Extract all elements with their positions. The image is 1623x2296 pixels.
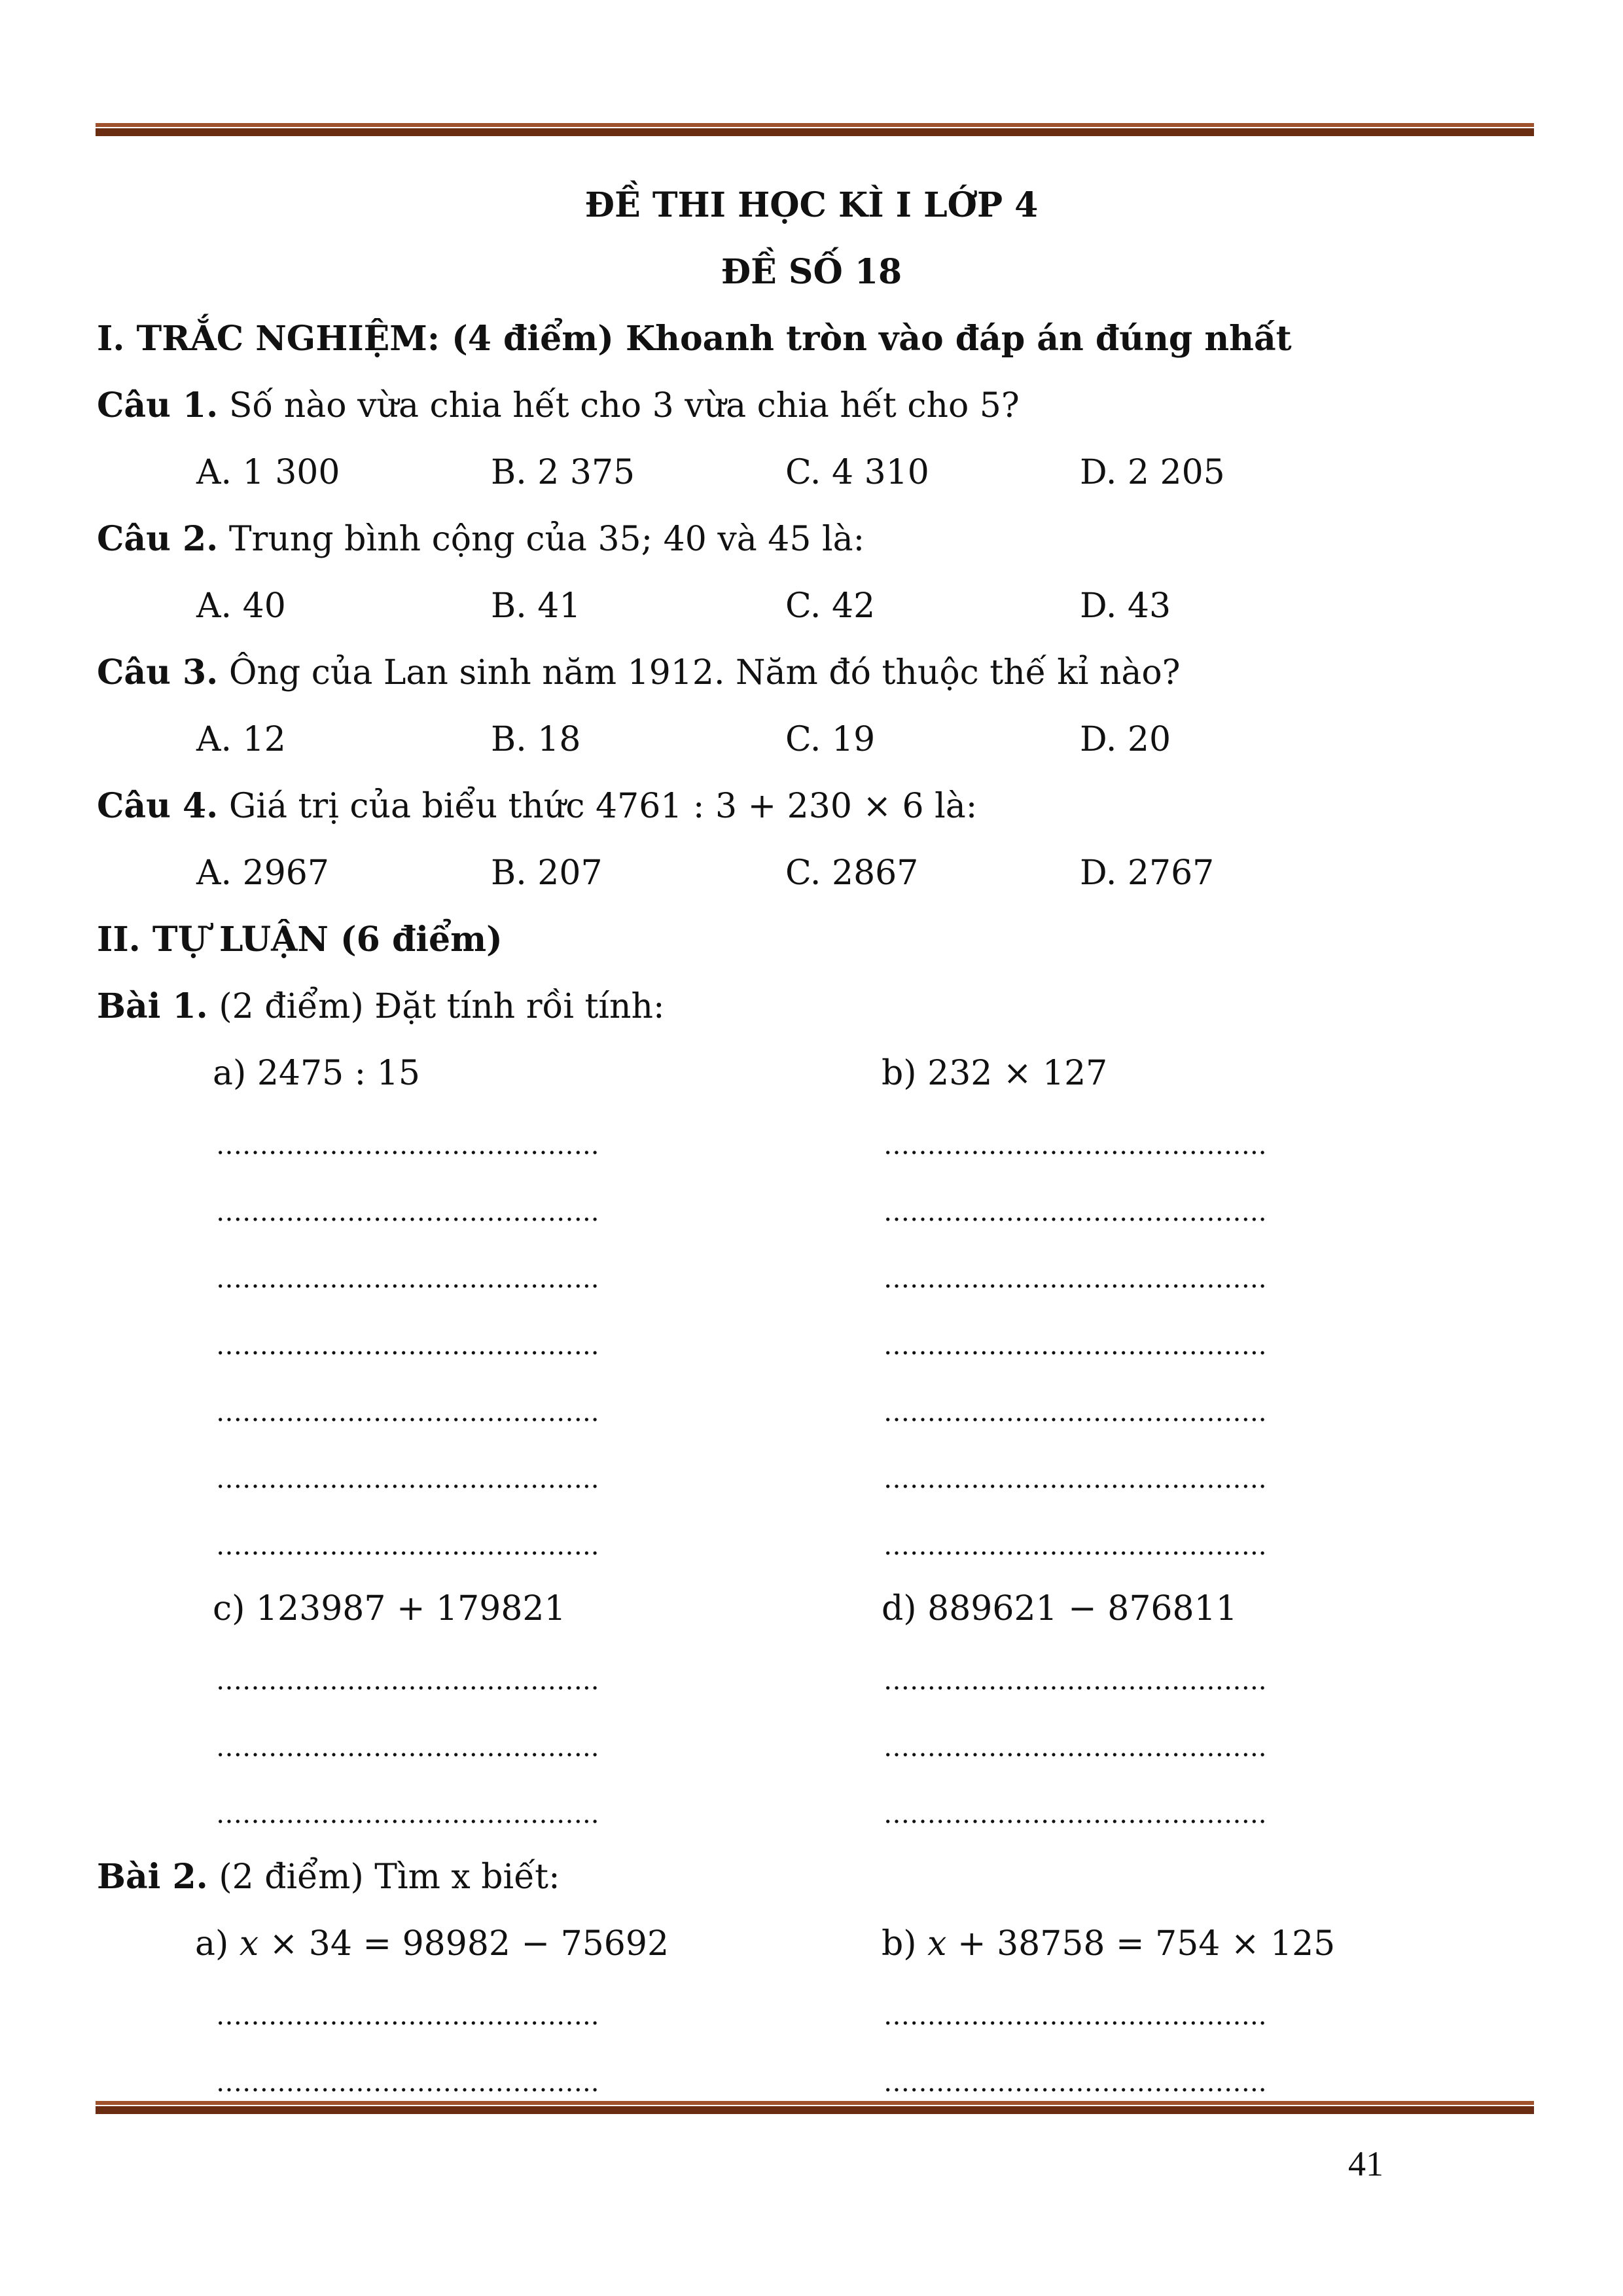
question-1 xyxy=(97,386,1020,425)
header-rule xyxy=(96,123,1534,137)
exercise-text: (2 điểm) Đặt tính rồi tính: xyxy=(219,987,665,1026)
section2-heading: II. TỰ LUẬN (6 điểm) xyxy=(97,920,503,960)
answer-line[interactable]: …………………………………….. xyxy=(216,2070,599,2096)
answer-line[interactable]: …………………………………….. xyxy=(216,1533,599,1559)
answer-line[interactable]: …………………………………….. xyxy=(883,1399,1267,1426)
answer-line[interactable]: …………………………………….. xyxy=(216,1466,599,1492)
answer-line[interactable]: …………………………………….. xyxy=(216,1199,599,1225)
bai-1 xyxy=(97,986,665,1026)
bai1-part-d: d) 889621 − 876811 xyxy=(882,1589,1238,1628)
exercise-label: Bài 1. xyxy=(97,986,208,1026)
page-subtitle: ĐỀ SỐ 18 xyxy=(721,252,902,292)
answer-line[interactable]: …………………………………….. xyxy=(216,1668,599,1694)
part-prefix: a) xyxy=(195,1924,229,1964)
answer-line[interactable]: …………………………………….. xyxy=(883,1668,1267,1694)
q2-option-d[interactable]: D. 43 xyxy=(1080,586,1171,626)
exercise-text: (2 điểm) Tìm x biết: xyxy=(219,1857,560,1897)
answer-line[interactable]: …………………………………….. xyxy=(216,2003,599,2029)
answer-line[interactable]: …………………………………….. xyxy=(883,2070,1267,2096)
answer-line[interactable]: …………………………………….. xyxy=(883,1466,1267,1492)
answer-line[interactable]: …………………………………….. xyxy=(216,1333,599,1359)
answer-line[interactable]: …………………………………….. xyxy=(216,1801,599,1827)
q2-option-c[interactable]: C. 42 xyxy=(785,586,876,626)
answer-line[interactable]: …………………………………….. xyxy=(883,2003,1267,2029)
bai1-part-c: c) 123987 + 179821 xyxy=(213,1589,566,1628)
q1-option-a[interactable]: A. 1 300 xyxy=(196,453,340,492)
part-prefix: b) xyxy=(882,1924,917,1964)
page-number: 41 xyxy=(1348,2144,1383,2183)
q4-option-c[interactable]: C. 2867 xyxy=(785,853,919,893)
q1-option-c[interactable]: C. 4 310 xyxy=(785,453,929,492)
equation: × 34 = 98982 − 75692 xyxy=(259,1924,669,1964)
q2-option-a[interactable]: A. 40 xyxy=(196,586,286,626)
q4-option-d[interactable]: D. 2767 xyxy=(1080,853,1215,893)
bai1-part-a: a) 2475 : 15 xyxy=(213,1054,420,1093)
question-4 xyxy=(97,786,978,826)
bai2-part-a xyxy=(195,1924,669,1964)
footer-rule xyxy=(96,2101,1534,2115)
answer-line[interactable]: …………………………………….. xyxy=(883,1266,1267,1292)
q3-option-a[interactable]: A. 12 xyxy=(196,720,286,759)
equation: + 38758 = 754 × 125 xyxy=(946,1924,1336,1964)
question-text-after: là: xyxy=(935,787,978,826)
question-text: Giá trị của biểu thức xyxy=(228,787,585,826)
answer-line[interactable]: …………………………………….. xyxy=(883,1801,1267,1827)
answer-line[interactable]: …………………………………….. xyxy=(883,1533,1267,1559)
q3-option-d[interactable]: D. 20 xyxy=(1080,720,1171,759)
q3-option-c[interactable]: C. 19 xyxy=(785,720,876,759)
question-2 xyxy=(97,519,865,559)
question-text: Trung bình cộng của 35; 40 và 45 là: xyxy=(228,520,865,559)
variable-x: x xyxy=(239,1924,259,1964)
bai2-part-b xyxy=(882,1924,1336,1964)
answer-line[interactable]: …………………………………….. xyxy=(883,1199,1267,1225)
page-title: ĐỀ THI HỌC KÌ I LỚP 4 xyxy=(584,185,1039,225)
answer-line[interactable]: …………………………………….. xyxy=(883,1333,1267,1359)
bai-2 xyxy=(97,1857,560,1897)
answer-line[interactable]: …………………………………….. xyxy=(216,1266,599,1292)
question-label: Câu 1. xyxy=(97,386,219,425)
bai1-part-b: b) 232 × 127 xyxy=(882,1054,1108,1093)
question-label: Câu 4. xyxy=(97,786,219,826)
q3-option-b[interactable]: B. 18 xyxy=(491,720,581,759)
answer-line[interactable]: …………………………………….. xyxy=(883,1132,1267,1158)
question-expression: 4761 : 3 + 230 × 6 xyxy=(596,787,924,826)
section1-heading: I. TRẮC NGHIỆM: (4 điểm) Khoanh tròn vào đáp án đúng nhất xyxy=(97,319,1292,359)
question-3 xyxy=(97,653,1181,692)
q1-option-d[interactable]: D. 2 205 xyxy=(1080,453,1225,492)
question-text: Số nào vừa chia hết cho 3 vừa chia hết cho 5? xyxy=(228,386,1020,425)
q4-option-b[interactable]: B. 207 xyxy=(491,853,603,893)
answer-line[interactable]: …………………………………….. xyxy=(216,1734,599,1761)
exercise-label: Bài 2. xyxy=(97,1857,208,1897)
question-label: Câu 2. xyxy=(97,519,219,559)
answer-line[interactable]: …………………………………….. xyxy=(883,1734,1267,1761)
variable-x: x xyxy=(927,1924,947,1964)
q1-option-b[interactable]: B. 2 375 xyxy=(491,453,635,492)
q4-option-a[interactable]: A. 2967 xyxy=(196,853,329,893)
q2-option-b[interactable]: B. 41 xyxy=(491,586,581,626)
question-text: Ông của Lan sinh năm 1912. Năm đó thuộc thế kỉ nào? xyxy=(228,653,1181,692)
answer-line[interactable]: …………………………………….. xyxy=(216,1399,599,1426)
answer-line[interactable]: …………………………………….. xyxy=(216,1132,599,1158)
question-label: Câu 3. xyxy=(97,653,219,692)
